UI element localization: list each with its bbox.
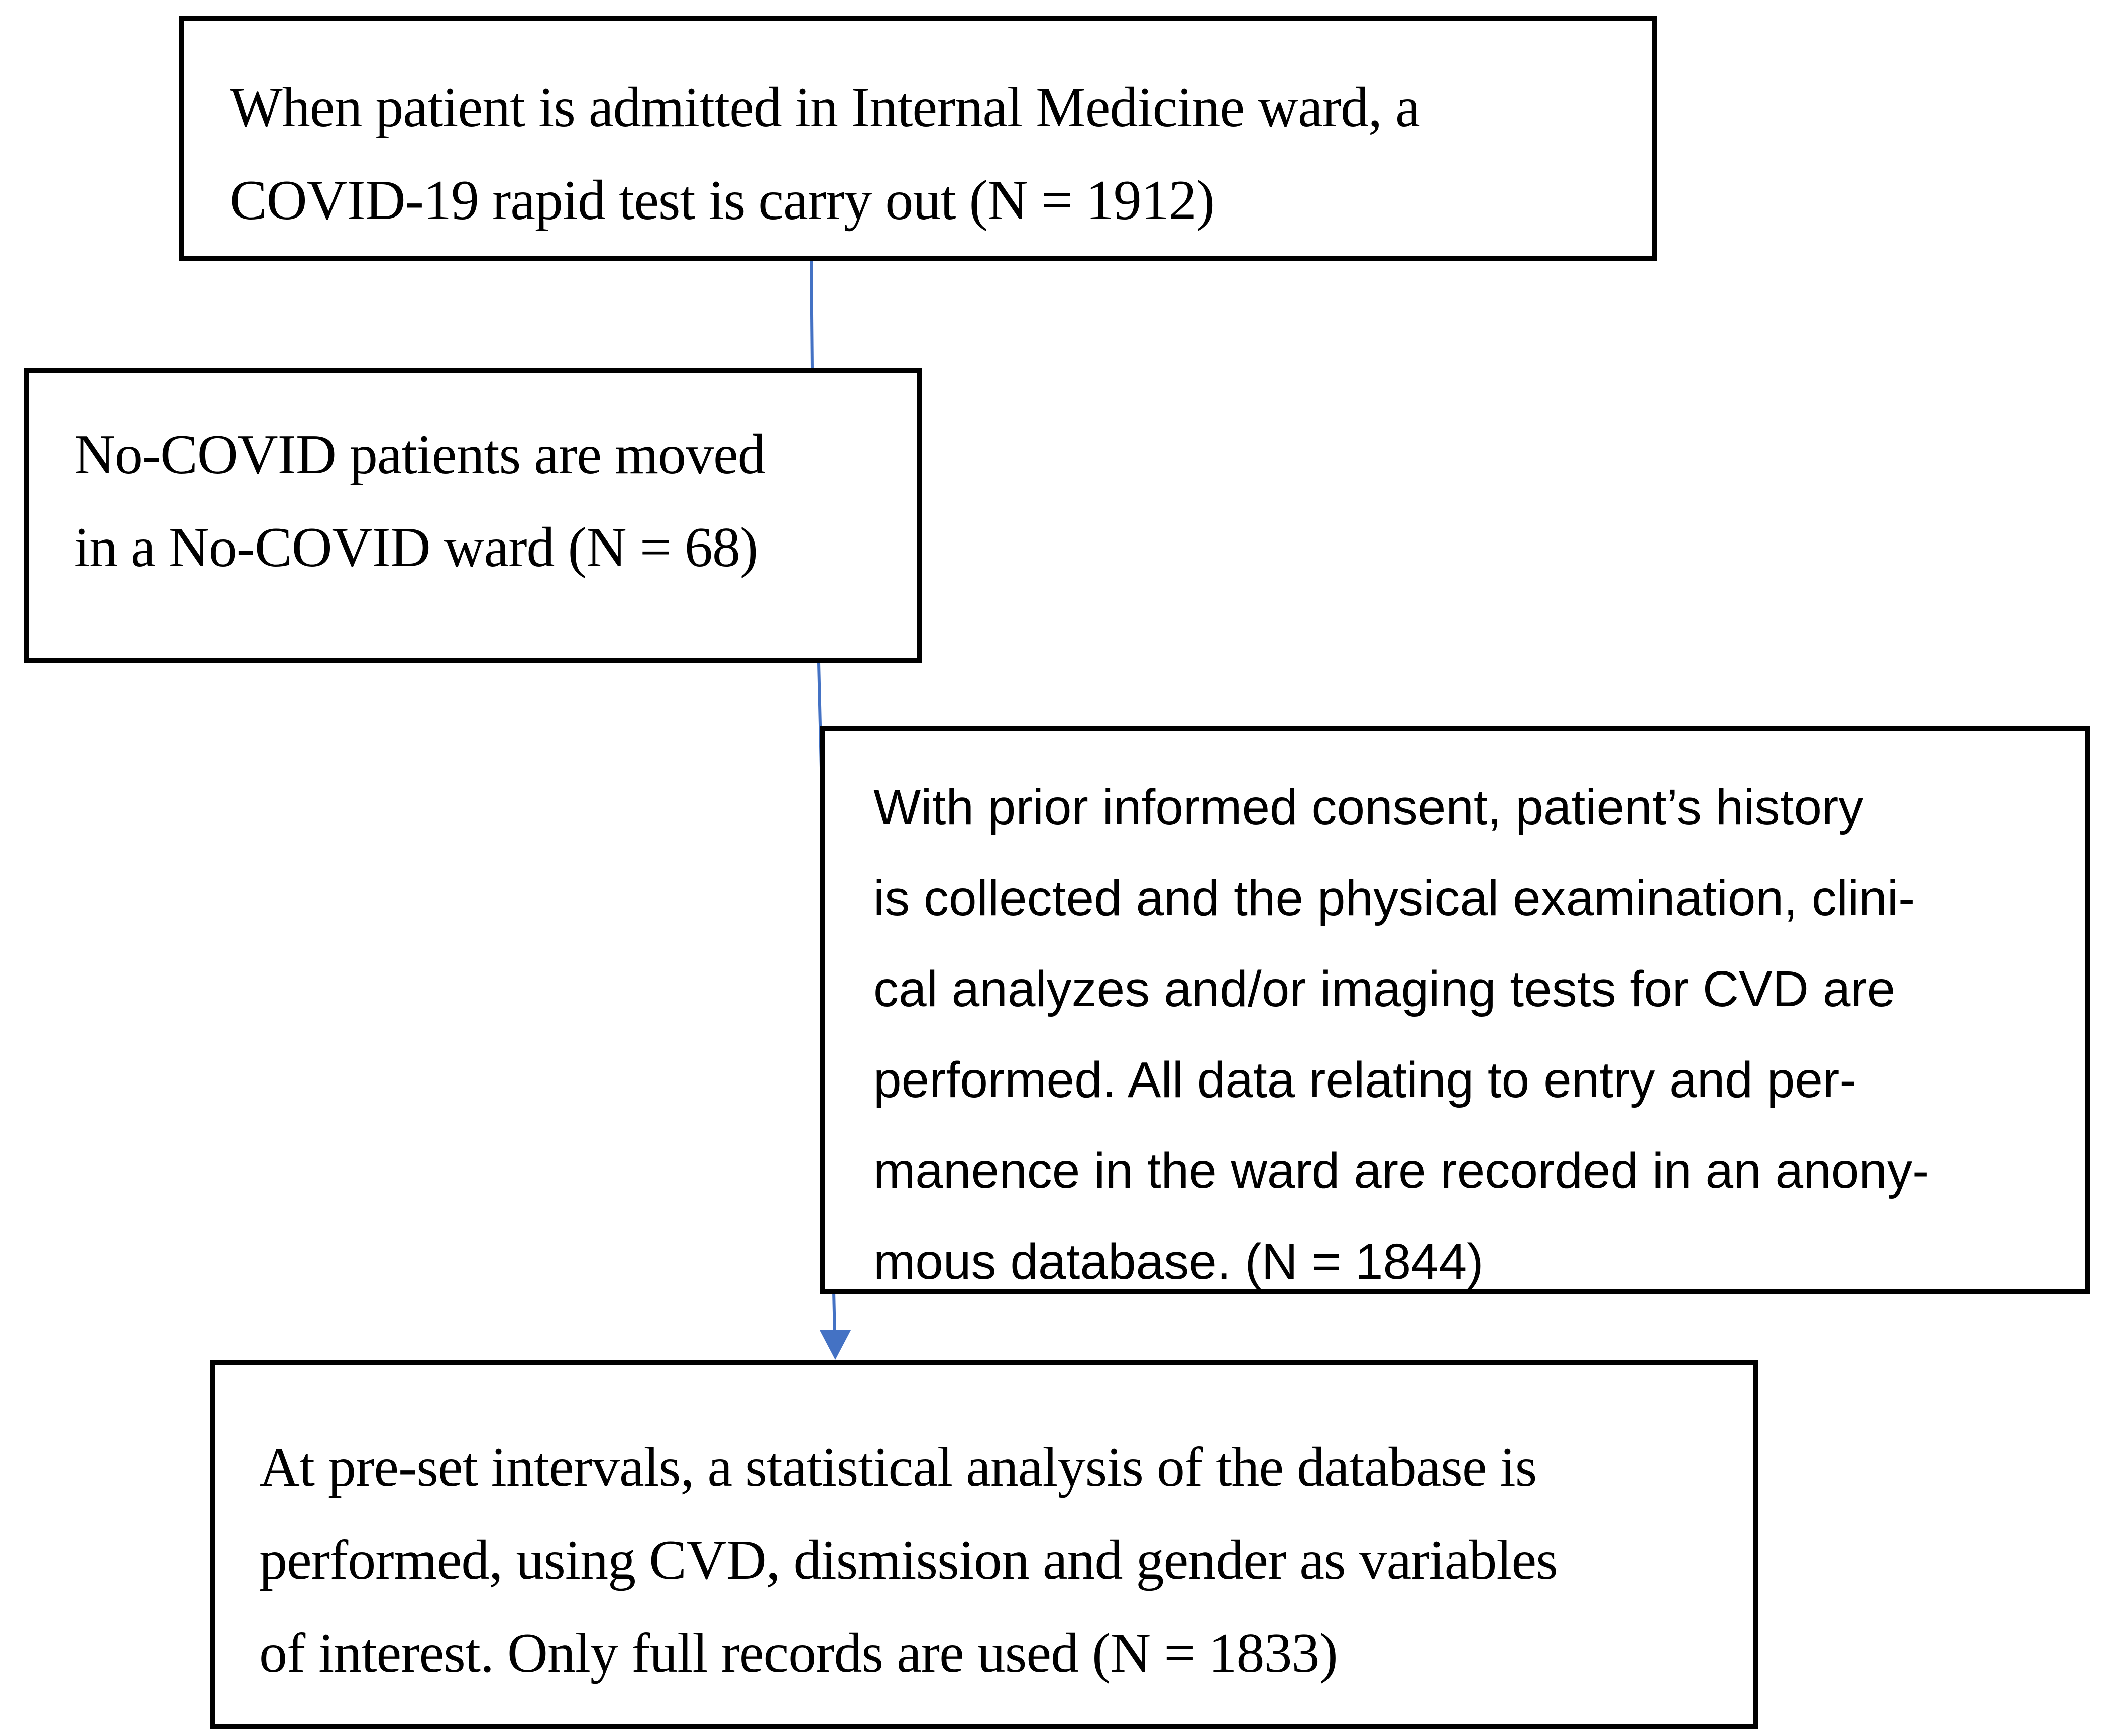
flow-box-analysis-text: At pre-set intervals, a statistical analysis of the database is performed, using CVD, dismission and gender as variables of interest. Only full records are used (N = 1833) [259,1436,1558,1684]
flow-box-no-covid [24,368,922,663]
flow-box-admission-text: When patient is admitted in Internal Medicine ward, a COVID-19 rapid test is carry out (N = 1912) [230,76,1420,232]
flow-box-no-covid-text: No-COVID patients are moved in a No-COVID ward (N = 68) [74,423,765,579]
flow-box-analysis [210,1360,1758,1729]
arrowhead-icon [820,1330,851,1360]
connector-admission-to-no-covid [811,261,812,368]
flow-box-data-collection-text: With prior informed consent, patient’s history is collected and the physical examination, clini- cal analyzes and/or imaging tests for CVD are performed. All data relating to entry and per- manence in the ward are recorded in an anony- mous database. (N = 1844) [873,779,1929,1290]
flow-box-admission [179,16,1657,261]
flow-box-data-collection [820,726,2090,1294]
